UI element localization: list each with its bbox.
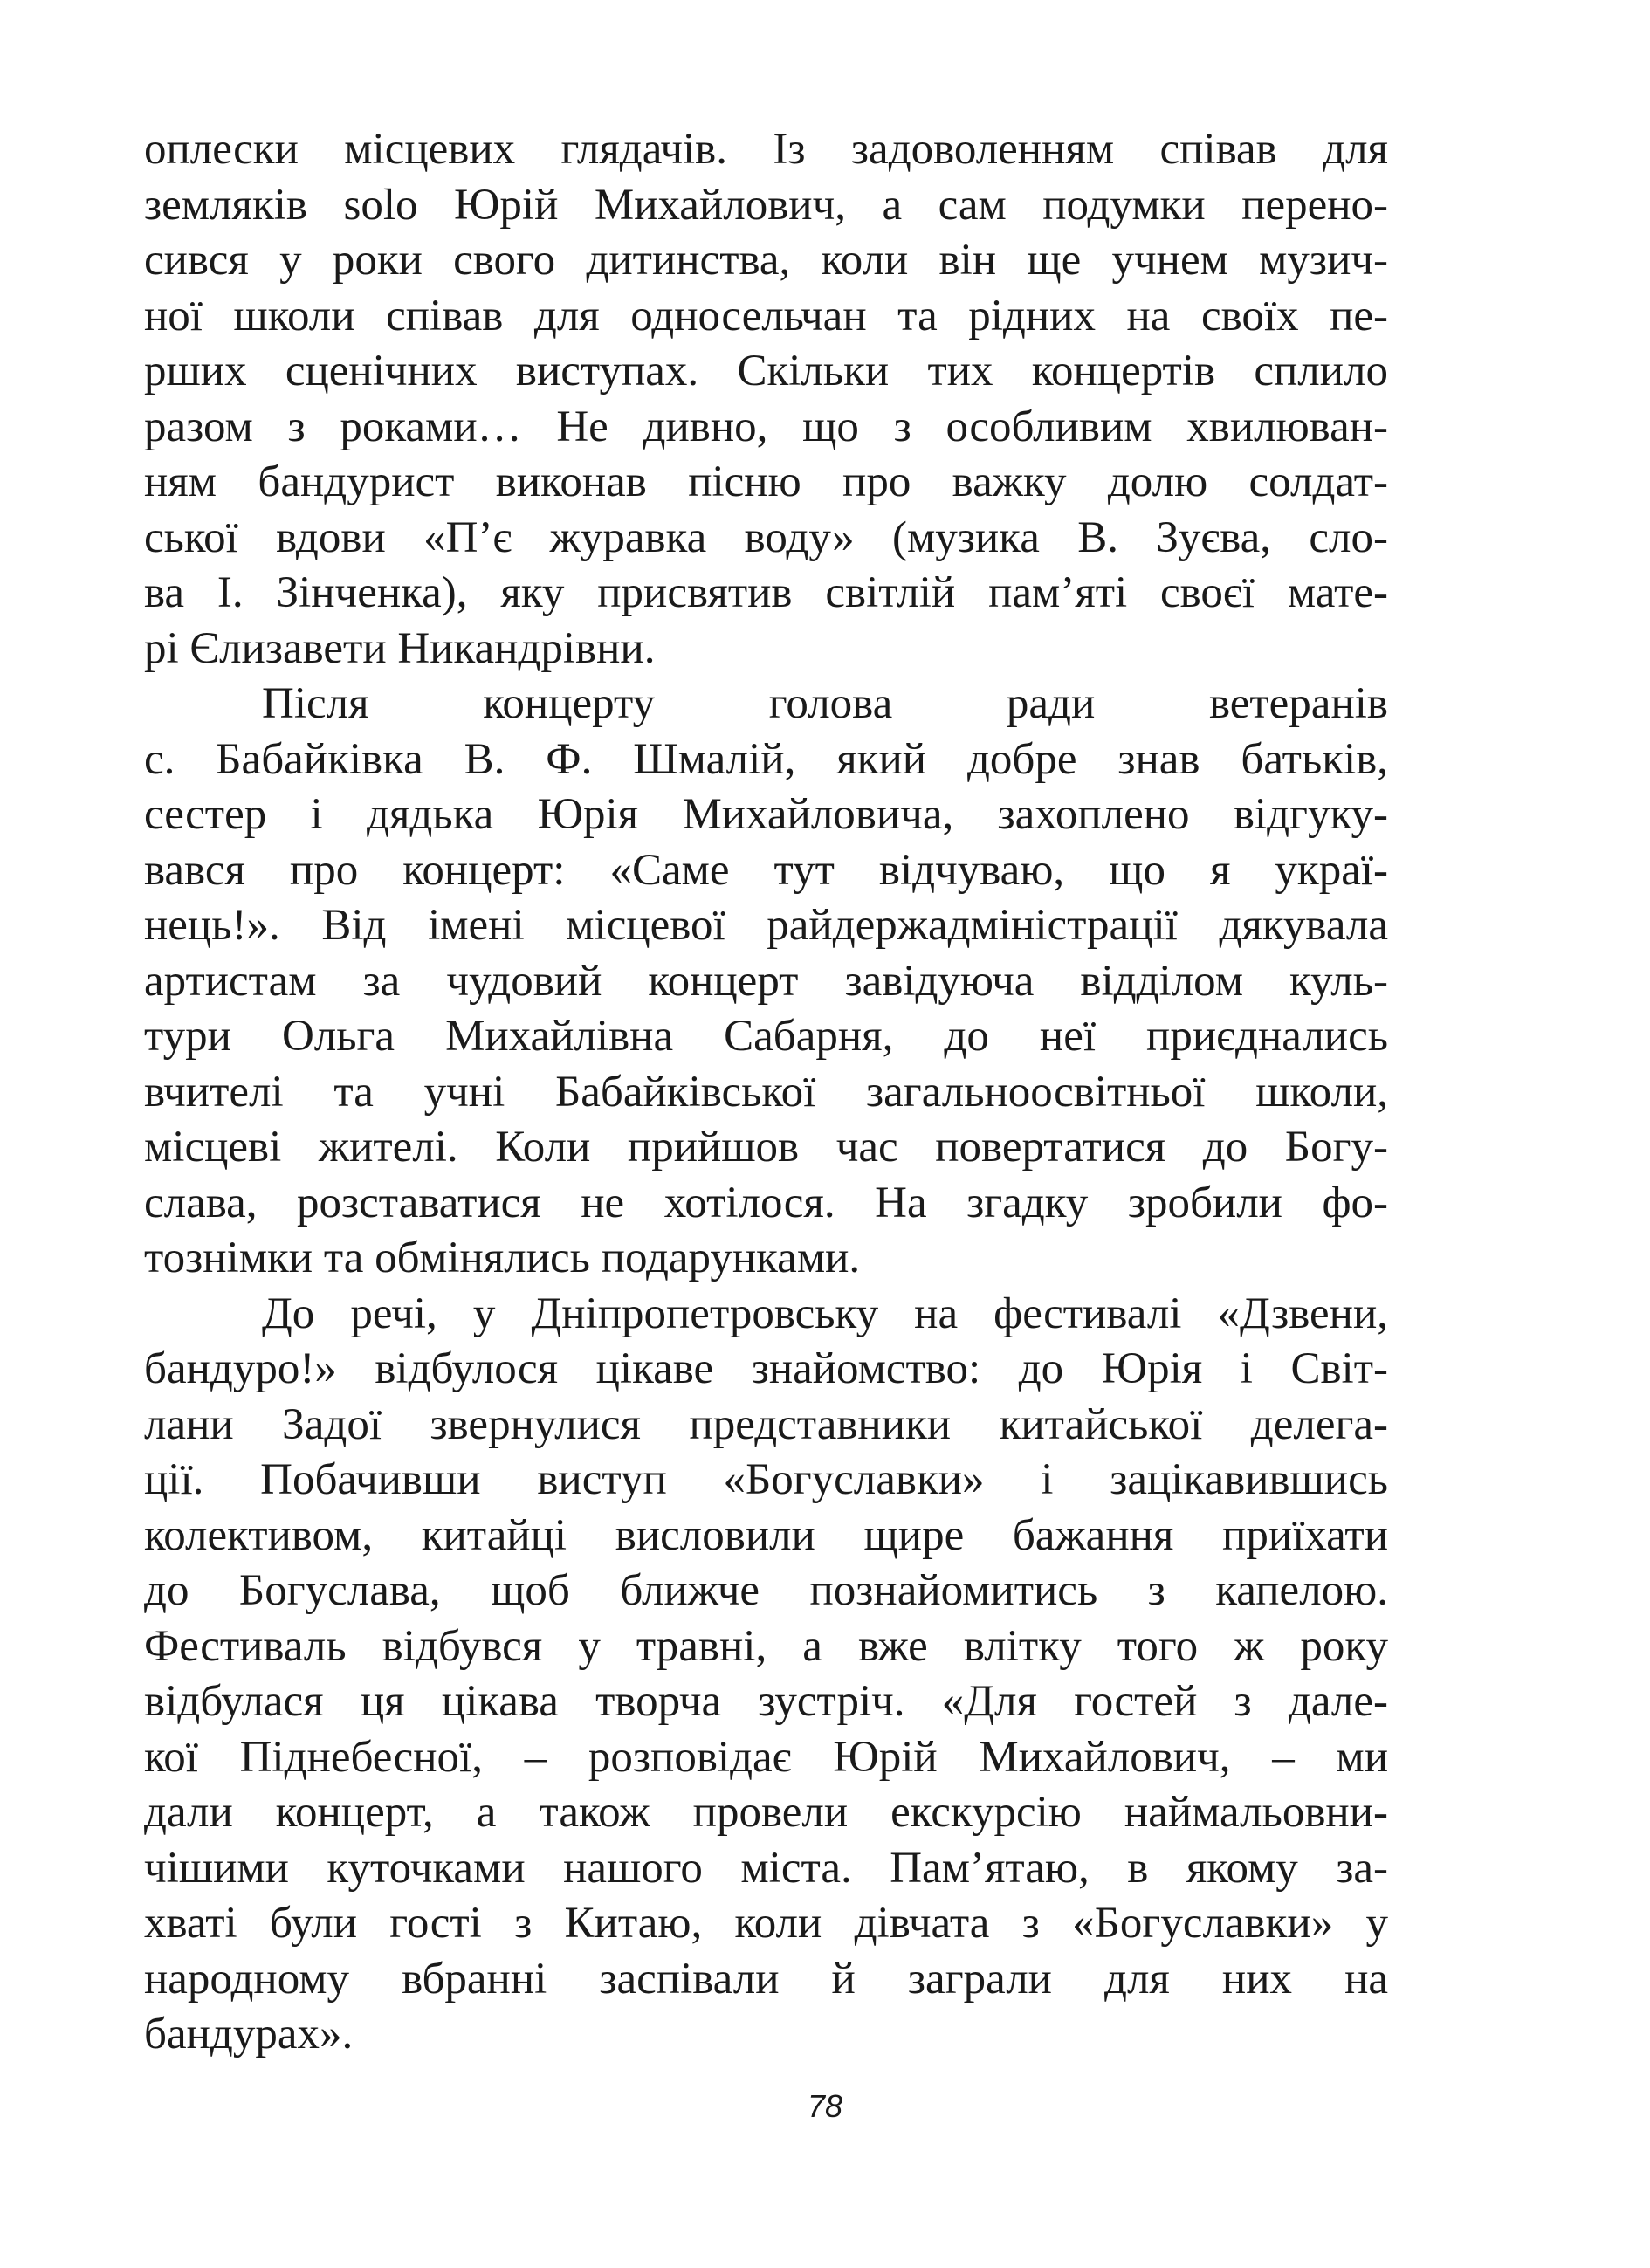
- text-line: чішими куточками нашого міста. Пам’ятаю, в якому за-: [144, 1843, 1388, 1893]
- text-line: До речі, у Дніпропетровську на фестивалі «Дзвени,: [262, 1289, 1388, 1338]
- paragraph: [144, 677, 1388, 1287]
- text-line: народному вбранні заспівали й заграли для них на: [144, 1954, 1388, 2003]
- text-line: тури Ольга Михайлівна Сабарня, до неї приєднались: [144, 1012, 1388, 1061]
- text-line: слава, розставатися не хотілося. На згадку зробили фо-: [144, 1178, 1388, 1227]
- paragraph: [144, 122, 1388, 677]
- text-line: вався про концерт: «Саме тут відчуваю, що я украї-: [144, 845, 1388, 895]
- text-line: земляків solo Юрій Михайлович, а сам подумки перено-: [144, 180, 1388, 230]
- text-line: сестер і дядька Юрія Михайловича, захоплено відгуку-: [144, 790, 1388, 839]
- text-line: хваті були гості з Китаю, коли дівчата з «Богуславки» у: [144, 1899, 1388, 1948]
- text-line: кої Піднебесної, – розповідає Юрій Михайлович, – ми: [144, 1732, 1388, 1782]
- text-line: Після концерту голова ради ветеранів: [262, 679, 1388, 728]
- text-line: ної школи співав для односельчан та рідних на своїх пе-: [144, 291, 1388, 340]
- text-line: бандурах».: [144, 2010, 354, 2058]
- text-line: тознімки та обмінялись подарунками.: [144, 1234, 861, 1282]
- text-line: бандуро!» відбулося цікаве знайомство: до Юрія і Світ-: [144, 1344, 1388, 1393]
- text-line: колективом, китайці висловили щире бажання приїхати: [144, 1510, 1388, 1560]
- text-line: дали концерт, а також провели екскурсію наймальовни-: [144, 1788, 1388, 1837]
- body-text: [144, 122, 1388, 2063]
- text-line: ції. Побачивши виступ «Богуславки» і зацікавившись: [144, 1455, 1388, 1504]
- text-line: рі Єлизавети Никандрівни.: [144, 623, 656, 673]
- text-line: лани Задої звернулися представники китайської делега-: [144, 1399, 1388, 1449]
- text-line: вчителі та учні Бабайківської загальноосвітньої школи,: [144, 1067, 1388, 1117]
- text-line: с. Бабайківка В. Ф. Шмалій, який добре знав батьків,: [144, 734, 1388, 784]
- text-line: оплески місцевих глядачів. Із задоволенням співав для: [144, 125, 1388, 174]
- text-line: Фестиваль відбувся у травні, а вже влітку того ж року: [144, 1621, 1388, 1671]
- text-line: місцеві жителі. Коли прийшов час повертатися до Богу-: [144, 1123, 1388, 1172]
- text-line: відбулася ця цікава творча зустріч. «Для гостей з дале-: [144, 1677, 1388, 1726]
- text-line: ням бандурист виконав пісню про важку долю солдат-: [144, 457, 1388, 506]
- text-line: ва І. Зінченка), яку присвятив світлій пам’яті своєї мате-: [144, 568, 1388, 617]
- text-line: сився у роки свого дитинства, коли він ще учнем музич-: [144, 236, 1388, 285]
- text-line: ської вдови «П’є журавка воду» (музика В. Зуєва, сло-: [144, 512, 1388, 562]
- text-line: артистам за чудовий концерт завідуюча відділом куль-: [144, 956, 1388, 1006]
- text-line: разом з роками… Не дивно, що з особливим хвилюван-: [144, 402, 1388, 451]
- text-line: нець!». Від імені місцевої райдержадміністрації дякувала: [144, 901, 1388, 950]
- page-number: 78: [807, 2088, 843, 2124]
- text-line: до Богуслава, щоб ближче познайомитись з капелою.: [144, 1566, 1388, 1615]
- paragraph: [144, 1287, 1388, 2063]
- text-line: рших сценічних виступах. Скільки тих концертів сплило: [144, 347, 1388, 395]
